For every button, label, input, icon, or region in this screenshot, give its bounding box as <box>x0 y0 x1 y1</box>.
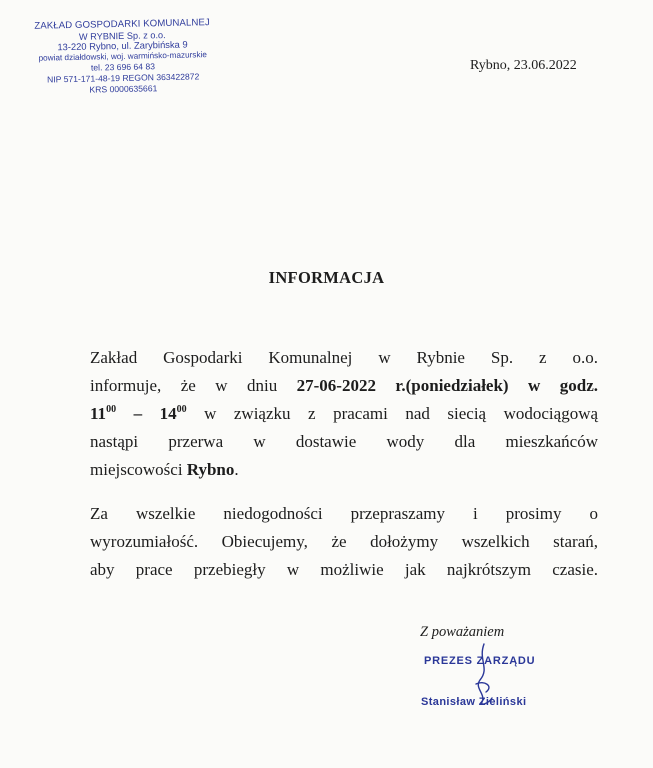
time-start: 11 <box>90 404 107 423</box>
text-fragment: w związku z pracami nad siecią wodociągową <box>186 404 599 423</box>
paragraph-line: Zakład Gospodarki Komunalnej w Rybnie Sp. z o.o. <box>90 348 598 367</box>
stamp-line: ZAKŁAD GOSPODARKI KOMUNALNEJ <box>34 17 210 32</box>
time-end-minutes: 00 <box>176 404 187 415</box>
company-stamp <box>24 18 222 96</box>
stamp-line: KRS 0000635661 <box>89 82 158 95</box>
outage-time <box>90 404 187 423</box>
paragraph-line <box>90 400 598 428</box>
paragraph-line: wyrozumiałość. Obiecujemy, że dołożymy wszelkich starań, <box>90 532 598 551</box>
paragraph-line <box>90 456 598 484</box>
time-dash: – <box>116 404 160 423</box>
time-end: 14 <box>159 404 177 423</box>
signatory-title: PREZES ZARZĄDU <box>424 655 536 667</box>
paragraph-line: nastąpi przerwa w dostawie wody dla mieszkańców <box>90 432 598 451</box>
stamp-line: 13-220 Rybno, ul. Zarybińska 9 <box>57 38 188 53</box>
document-title: INFORMACJA <box>268 268 385 287</box>
apology-paragraph <box>90 500 598 584</box>
document-date: Rybno, 23.06.2022 <box>470 58 577 73</box>
signatory-name: Stanisław Zieliński <box>421 696 527 708</box>
text-fragment: miejscowości <box>90 460 187 479</box>
time-start-minutes: 00 <box>106 404 117 415</box>
paragraph-line <box>90 372 598 400</box>
closing-regards: Z poważaniem <box>420 624 505 640</box>
stamp-line: tel. 23 696 64 83 <box>90 61 156 73</box>
announcement-paragraph <box>90 344 598 484</box>
text-fragment: . <box>234 460 239 479</box>
stamp-line: powiat działdowski, woj. warmińsko-mazurskie <box>38 49 207 63</box>
locality-name: Rybno <box>186 460 235 479</box>
paragraph-line: Za wszelkie niedogodności przepraszamy i prosimy o <box>90 504 598 523</box>
outage-date: 27-06-2022 r.(poniedziałek) w godz. <box>296 376 598 395</box>
stamp-line: W RYBNIE Sp. z o.o. <box>78 29 166 42</box>
text-fragment: informuje, że w dniu <box>90 376 297 395</box>
stamp-line: NIP 571-171-48-19 REGON 363422872 <box>46 71 200 85</box>
paragraph-line: aby prace przebiegły w możliwie jak najkrótszym czasie. <box>90 560 598 579</box>
